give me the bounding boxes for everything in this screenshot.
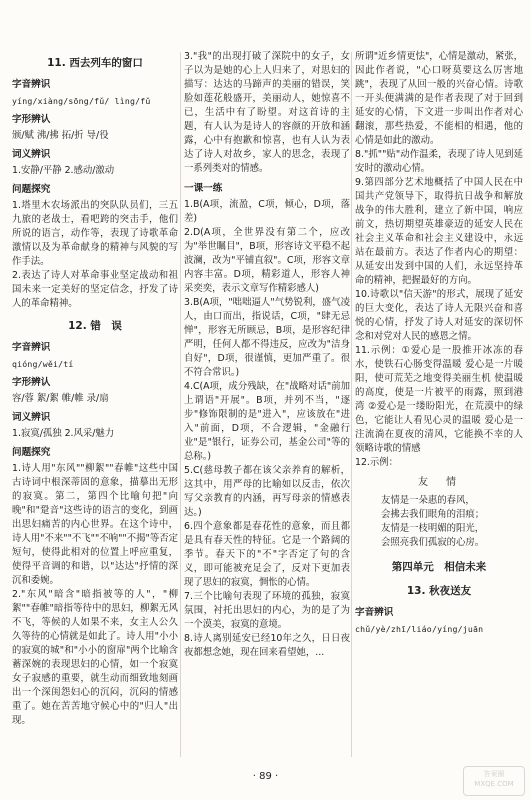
poem-line: 会照亮我们孤寂的心房。 xyxy=(381,537,485,548)
vocab-label: 词义辨识 xyxy=(12,149,51,160)
glyph-label: 字形辨认 xyxy=(12,114,51,125)
practice-item: 8.诗人离别延安已经10年之久，日日夜夜都想念她，现在回来看望她，... xyxy=(184,633,350,658)
column-2 xyxy=(184,50,350,660)
pinyin-answers: qióng/wěi/tí xyxy=(12,359,74,369)
explore-label: 问题探究 xyxy=(12,447,51,458)
answer-item: 9.第四部分艺术地概括了中国人民在中国共产党领导下，取得抗日战争和解放战争的伟大胜利，建立了新中国，响应前文，热切期望英雄豪迈的延安人民在社会主义革命和社会主义建设中，永远站在最前方。表达了作者内心的期望：从延安出发到中国的人们，永远坚持革命的精神，把握最好的方向。 xyxy=(355,177,523,286)
watermark-logo xyxy=(463,766,525,796)
column-divider-1 xyxy=(180,52,181,757)
column-3 xyxy=(355,50,523,639)
vocab-answers: 1.寂寞/孤独 2.风采/魅力 xyxy=(12,428,115,439)
poem-line: 友情是一枝明媚的阳光， xyxy=(381,523,485,534)
answer-item: 1.诗人用"东风""柳絮""春帷"这些中国古诗词中根深蒂固的意象，描摹出无形的寂寞。第二，第四个比喻句把"向晚"和"跫音"这些诗的语言的变化，到画出思妇痛苦的内心世界。在这个诗中，诗人用"不来""不飞""不响""不揭"等否定短句，使得此相对的位置上呼应重复，使得平音调的和谐，以"达达"抒情的深沉和委婉。 xyxy=(12,463,178,586)
lesson-12-title: 12. 错 误 xyxy=(68,320,122,332)
answer-item: 2.表达了诗人对革命事业坚定战动和祖国未来一定美好的坚定信念，抒发了诗人的革命精神。 xyxy=(12,270,178,309)
answer-item: 8."抓""贴"动作温柔，表现了诗人见到延安时的激动心情。 xyxy=(355,149,523,174)
practice-item: 3.B(A项，"咄咄逼人"气势锐利，盛气凌人，由口而出，指说话，C项，"肆无忌惮"，形容无所顾忌，B项，是形容纪律严明，任何人都不得违反，应改为"洁身自好"，D项，很谨慎，更加严重了。很不符合常识。) xyxy=(184,297,350,378)
answer-item: 12.示例： xyxy=(355,457,399,468)
answer-item: 10.诗歌以"信天游"的形式，展现了延安的巨大变化，表达了诗人无限兴奋和喜悦的心情，抒发了诗人对延安的深切怀念和对党对人民的感恩之情。 xyxy=(355,289,523,342)
pinyin-answers: chǔ/yè/zhī/liáo/yíng/juān xyxy=(355,624,484,634)
poem-line: 友情是一朵惠的春风， xyxy=(381,495,475,506)
practice-item: 1.B(A项，流盈，C项，倾心，D项，落差) xyxy=(184,199,350,224)
vocab-label: 词义辨识 xyxy=(12,412,51,423)
practice-item: 5.C(慈母教子都在该父亲养育的解析，这其中，用严母的比喻如以反击，依次写父亲教育的内涵，再写母亲的情感表达。) xyxy=(184,465,350,518)
lesson-13-title: 13. 秋夜送友 xyxy=(406,585,472,597)
pinyin-answers: yíng/xiàng/sōng/fǔ/ lìng/fǔ xyxy=(12,96,151,106)
pronunciation-label: 字音辨识 xyxy=(12,79,51,90)
pronunciation-label: 字音辨识 xyxy=(355,607,394,618)
unit-title: 第四单元 相信未来 xyxy=(391,561,487,573)
answer-item: 3."我"的出现打破了深院中的女子，女子以为是她的心上人归来了，对思妇的描写：达达的马蹄声的美丽的错误，笑脸如莲花般盛开，美丽动人，她惊喜不已，生活中有了盼望。对这首诗的主题，有人认为是诗人的容颜的开放和涵露，心中有抱歉和惊喜，也有人认为表达了诗人对故乡，家人的思念，表现了一系列类对的情感。 xyxy=(184,51,350,174)
explore-label: 问题探究 xyxy=(12,184,51,195)
column-divider-2 xyxy=(351,52,352,757)
answer-item: 1.塔里木农场派出的突队队员们，三五九旅的老战士，看吧跨的突击手，他们所说的语言，动作等，表现了诗歌革命激情以及为革命献身的精神与风貌的写作手法。 xyxy=(12,200,178,267)
practice-item: 6.四个意象都是春花性的意象，而且都是具有春天性的特征。它是一个路阔的季节。春天下的"不"字否定了句的含义，即可能被充足会了，反对下更加表现了思妇的寂寞，惆怅的心情。 xyxy=(184,521,350,588)
poem-title: 友 情 xyxy=(418,477,460,488)
answer-item: 11.示例：①爱心是一股推开冰冻的春水，使铁石心肠变得温暖 爱心是一片暖阳，使可荒芜之地变得美丽生机 使温暖的高度，使是一片被平的雨露，照到港湾 ②爱心是一缕盼阳光，在荒漠中的绿色，它能让人看见心灵的温暖 爱心是一注流淌在夏夜的清风，它能换不幸的人领略诗歌的情感 xyxy=(355,345,523,454)
poem-line: 会拂去我们眼角的泪痕； xyxy=(381,509,485,520)
vocab-answers: 1.安静/平静 2.感动/激动 xyxy=(12,165,115,176)
watermark-text: 答案圈 MXQE.COM xyxy=(474,770,514,788)
practice-item: 7.三个比喻句表现了环境的孤独，寂寞氛围，衬托出思妇的内心，为的是了为一个漠美，寂寞的意境。 xyxy=(184,591,350,630)
pronunciation-label: 字音辨识 xyxy=(12,342,51,353)
glyph-answers: 容/蓉 絮/絮 帷/帷 录/扇 xyxy=(12,393,109,404)
answer-item: 2."东风"暗含"暗指被等的人"，"柳絮""春帷"暗指等待中的思妇，柳絮无风不飞，等候的人如果不来，女主人公久久等待的心情就是如此了。诗人用"小小的寂寞的城"和"小小的窗扉"两个比喻含蓄深婉的表现思妇的心情，如一个寂寞女子寂感的重要，就生动而细致地刻画出一个深闺怨妇心的沉闷，沉闷的情感重了。她在苦苦地守候心中的"归人"出现。 xyxy=(12,589,178,726)
page-number: · 89 · xyxy=(252,771,279,782)
glyph-label: 字形辨认 xyxy=(12,377,51,388)
practice-item: 2.D(A项，全世界没有第二个，应改为"举世瞩目"，B项，形容诗文平稳不起波澜，改为"平铺直叙"。C项，形容文章内容丰富。D项，精彩道人，形容人神采奕奕，表示文章写作精彩感人) xyxy=(184,227,350,294)
poem xyxy=(355,494,523,550)
lesson-11-title: 11. 西去列车的窗口 xyxy=(47,57,143,69)
practice-label: 一课一练 xyxy=(184,183,223,194)
answer-item: 所谓"近乡情更怯"，心情是激动，紧张，因此作者说，"心口呀莫要这么厉害地跳"，表现了从回一般的兴奋心情。诗歌一开头便满满的是作者表现了对于回到延安的心情，下文进一步叫出作者对心翻滚，那些热爱，不能相的相遇，他的心情是如此的激动。 xyxy=(355,51,524,146)
practice-item: 4.C(A项，成分残缺，在"战略对话"前加上谓语"开展"。B项，并列不当，"逐步"修饰限制的是"进入"，应该放在"进入"前面，D项，不合逻辑，"金融行业"是"银行，证券公司，基金公司"等的总称。) xyxy=(184,381,350,462)
glyph-answers: 颁/赋 沸/拂 拓/折 导/役 xyxy=(12,130,109,141)
column-1 xyxy=(12,50,178,728)
